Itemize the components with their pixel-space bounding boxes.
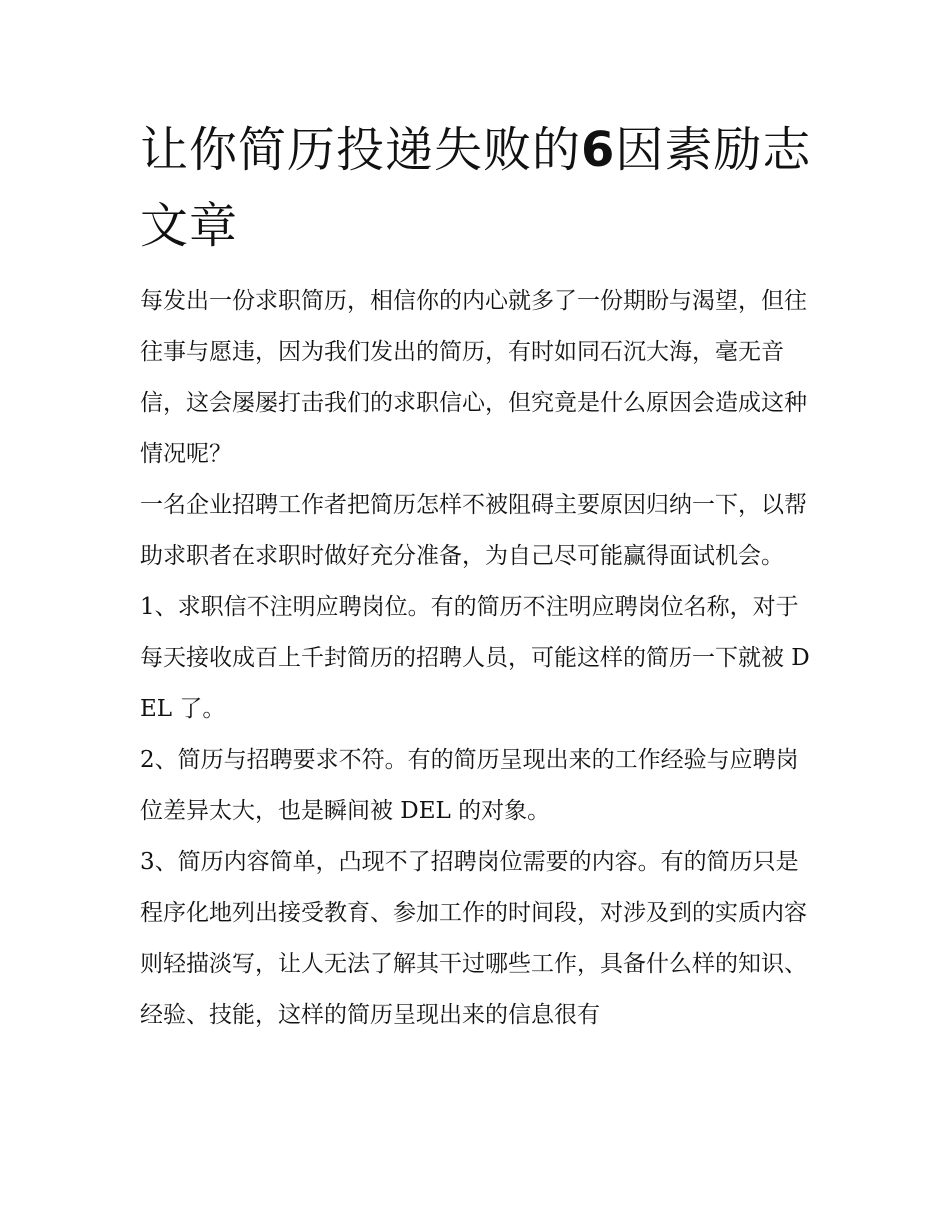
paragraph-intro: 每发出一份求职简历，相信你的内心就多了一份期盼与渴望，但往往事与愿违，因为我们发出的简历，有时如同石沉大海，毫无音信，这会屡屡打击我们的求职信心，但究竟是什么原因会造成这种情况呢？ bbox=[140, 288, 807, 467]
title-text-before: 让你简历投递失败的 bbox=[140, 122, 582, 178]
paragraph-summary: 一名企业招聘工作者把简历怎样不被阻碍主要原因归纳一下，以帮助求职者在求职时做好充分准备，为自己尽可能赢得面试机会。 bbox=[140, 492, 807, 569]
paragraph-point-2: 2、简历与招聘要求不符。有的简历呈现出来的工作经验与应聘岗位差异太大，也是瞬间被 DEL 的对象。 bbox=[140, 747, 799, 824]
title-number: 6 bbox=[581, 122, 616, 178]
paragraph-point-3: 3、简历内容简单，凸现不了招聘岗位需要的内容。有的简历只是程序化地列出接受教育、参加工作的时间段，对涉及到的实质内容则轻描淡写，让人无法了解其干过哪些工作，具备什么样的知识、经验、技能，这样的简历呈现出来的信息很有 bbox=[140, 849, 807, 1028]
document-body bbox=[140, 276, 815, 1041]
document-title bbox=[140, 112, 820, 264]
title-text-after: 因素励志文章 bbox=[140, 122, 812, 254]
paragraph-point-1: 1、求职信不注明应聘岗位。有的简历不注明应聘岗位名称，对于每天接收成百上千封简历的招聘人员，可能这样的简历一下就被 DEL 了。 bbox=[140, 594, 810, 722]
